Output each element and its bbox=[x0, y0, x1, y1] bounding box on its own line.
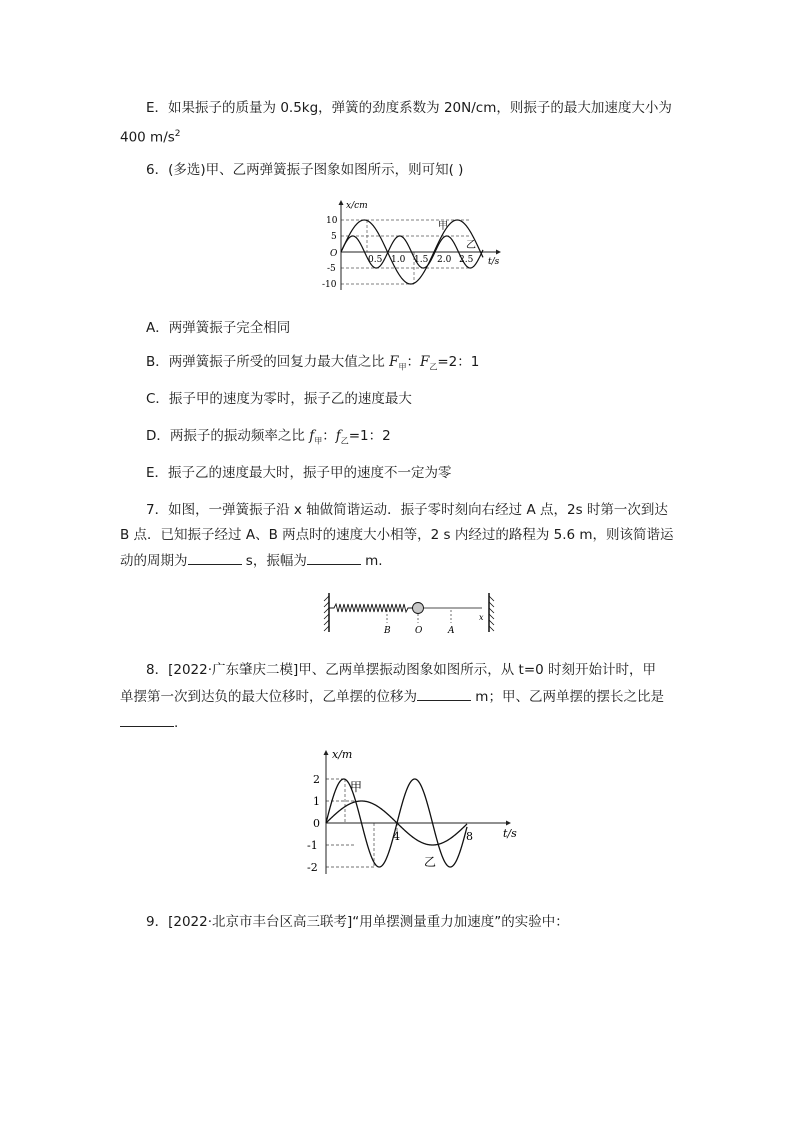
q6-ytick-neg5: -5 bbox=[327, 264, 336, 274]
q6-option-b-mid: ： bbox=[406, 354, 420, 370]
q6-option-b-pre: B．两弹簧振子所受的回复力最大值之比 bbox=[146, 354, 385, 370]
q6-xtick-2.5: 2.5 bbox=[459, 255, 474, 265]
q5-option-e-line2 bbox=[120, 124, 181, 148]
q8-xtick-8: 8 bbox=[466, 830, 473, 843]
q6-option-b-f1: F bbox=[389, 354, 399, 370]
q8-displacement-blank[interactable] bbox=[417, 686, 471, 701]
q5-option-e-sup: 2 bbox=[174, 129, 181, 139]
q6-ytick-10: 10 bbox=[326, 216, 338, 226]
q8-line3-end: . bbox=[174, 715, 179, 731]
q6-ytick-5: 5 bbox=[331, 232, 337, 242]
q6-option-b-s1: 甲 bbox=[398, 362, 407, 372]
q6-ytick-neg10: -10 bbox=[322, 280, 337, 290]
q6-option-b-f2: F bbox=[419, 354, 430, 370]
q7-ball bbox=[413, 603, 424, 614]
q7-line3 bbox=[120, 550, 383, 571]
q8-ytick-1: 1 bbox=[313, 795, 320, 808]
q6-option-d-pre: D．两振子的振动频率之比 bbox=[146, 428, 305, 444]
q8-ratio-blank[interactable] bbox=[120, 712, 174, 727]
q6-x-label: t/s bbox=[488, 257, 500, 267]
q6-xtick-0.5: 0.5 bbox=[368, 255, 383, 265]
q6-option-b-s2: 乙 bbox=[429, 362, 438, 372]
q6-option-e: E．振子乙的速度最大时，振子甲的速度不一定为零 bbox=[146, 465, 452, 481]
q7-label-b: B bbox=[384, 626, 391, 635]
q7-spring bbox=[329, 604, 413, 612]
q8-ytick-neg2: -2 bbox=[307, 861, 318, 874]
q7-line2: B 点．已知振子经过 A、B 两点时的速度大小相等，2 s 内经过的路程为 5.6 m，则该简谐运 bbox=[120, 527, 674, 543]
q8-line2-a: 单摆第一次到达负的最大位移时，乙单摆的位移为 bbox=[120, 689, 417, 705]
q6-option-b-post: =2：1 bbox=[437, 354, 480, 370]
q6-option-d-mid: ： bbox=[322, 428, 336, 444]
q6-option-d-f1: f bbox=[309, 428, 315, 444]
q6-x-arrow bbox=[496, 250, 501, 255]
q8-ytick-2: 2 bbox=[313, 773, 320, 786]
q6-graph bbox=[318, 198, 518, 293]
q8-label-jia: 甲 bbox=[350, 780, 363, 794]
q7-line3-a: 动的周期为 bbox=[120, 553, 188, 569]
q6-option-d bbox=[146, 426, 391, 452]
q5-option-e-line1: E．如果振子的质量为 0.5kg，弹簧的劲度系数为 20N/cm，则振子的最大加速度大小为 bbox=[146, 100, 672, 116]
q7-label-a: A bbox=[448, 626, 455, 635]
q6-xtick-1.0: 1.0 bbox=[391, 255, 406, 265]
q6-option-b bbox=[146, 352, 479, 378]
q9-stem: 9．[2022·北京市丰台区高三联考]“用单摆测量重力加速度”的实验中： bbox=[146, 914, 569, 930]
q8-line2-b: m；甲、乙两单摆的摆长之比是 bbox=[475, 689, 664, 705]
q7-line3-b: s，振幅为 bbox=[245, 553, 307, 569]
q8-line2 bbox=[120, 686, 664, 707]
q6-option-d-s1: 甲 bbox=[314, 436, 323, 446]
q6-option-a: A．两弹簧振子完全相同 bbox=[146, 320, 291, 336]
q6-stem: 6．(多选)甲、乙两弹簧振子图象如图所示，则可知( ) bbox=[146, 162, 464, 178]
q8-y-label: x/m bbox=[332, 748, 353, 761]
q8-ytick-neg1: -1 bbox=[307, 839, 318, 852]
q8-ytick-0: 0 bbox=[313, 817, 320, 830]
q8-graph bbox=[300, 740, 530, 880]
q6-option-c: C．振子甲的速度为零时，振子乙的速度最大 bbox=[146, 391, 412, 407]
q5-option-e-value: 400 m/s bbox=[120, 129, 175, 146]
q8-label-yi: 乙 bbox=[424, 855, 437, 869]
q6-xtick-2.0: 2.0 bbox=[437, 255, 452, 265]
q7-label-o: O bbox=[415, 626, 423, 635]
q6-y-arrow bbox=[339, 200, 344, 205]
q7-amplitude-blank[interactable] bbox=[307, 550, 361, 565]
q7-line3-c: m. bbox=[365, 553, 383, 569]
q8-x-arrow bbox=[506, 821, 511, 826]
q7-spring-figure bbox=[322, 590, 497, 635]
q6-option-d-f2: f bbox=[335, 428, 341, 444]
q6-label-yi: 乙 bbox=[466, 240, 476, 251]
q6-option-d-s2: 乙 bbox=[340, 436, 349, 446]
q8-y-arrow bbox=[324, 750, 329, 755]
q8-line1: 8．[2022·广东肇庆二模]甲、乙两单摆振动图象如图所示，从 t=0 时刻开始计时，甲 bbox=[146, 662, 657, 678]
q6-option-d-post: =1：2 bbox=[348, 428, 391, 444]
q6-y-label: x/cm bbox=[346, 201, 368, 211]
q6-label-jia: 甲 bbox=[438, 221, 448, 232]
q8-line3 bbox=[120, 712, 178, 733]
q6-xtick-1.5: 1.5 bbox=[414, 255, 429, 265]
q6-origin: O bbox=[330, 249, 338, 259]
q8-x-label: t/s bbox=[503, 827, 517, 840]
q7-label-x: x bbox=[479, 613, 484, 622]
q7-line1: 7．如图，一弹簧振子沿 x 轴做简谐运动．振子零时刻向右经过 A 点，2s 时第一次到达 bbox=[146, 502, 668, 518]
q7-period-blank[interactable] bbox=[188, 550, 242, 565]
q8-xtick-4: 4 bbox=[393, 830, 400, 843]
